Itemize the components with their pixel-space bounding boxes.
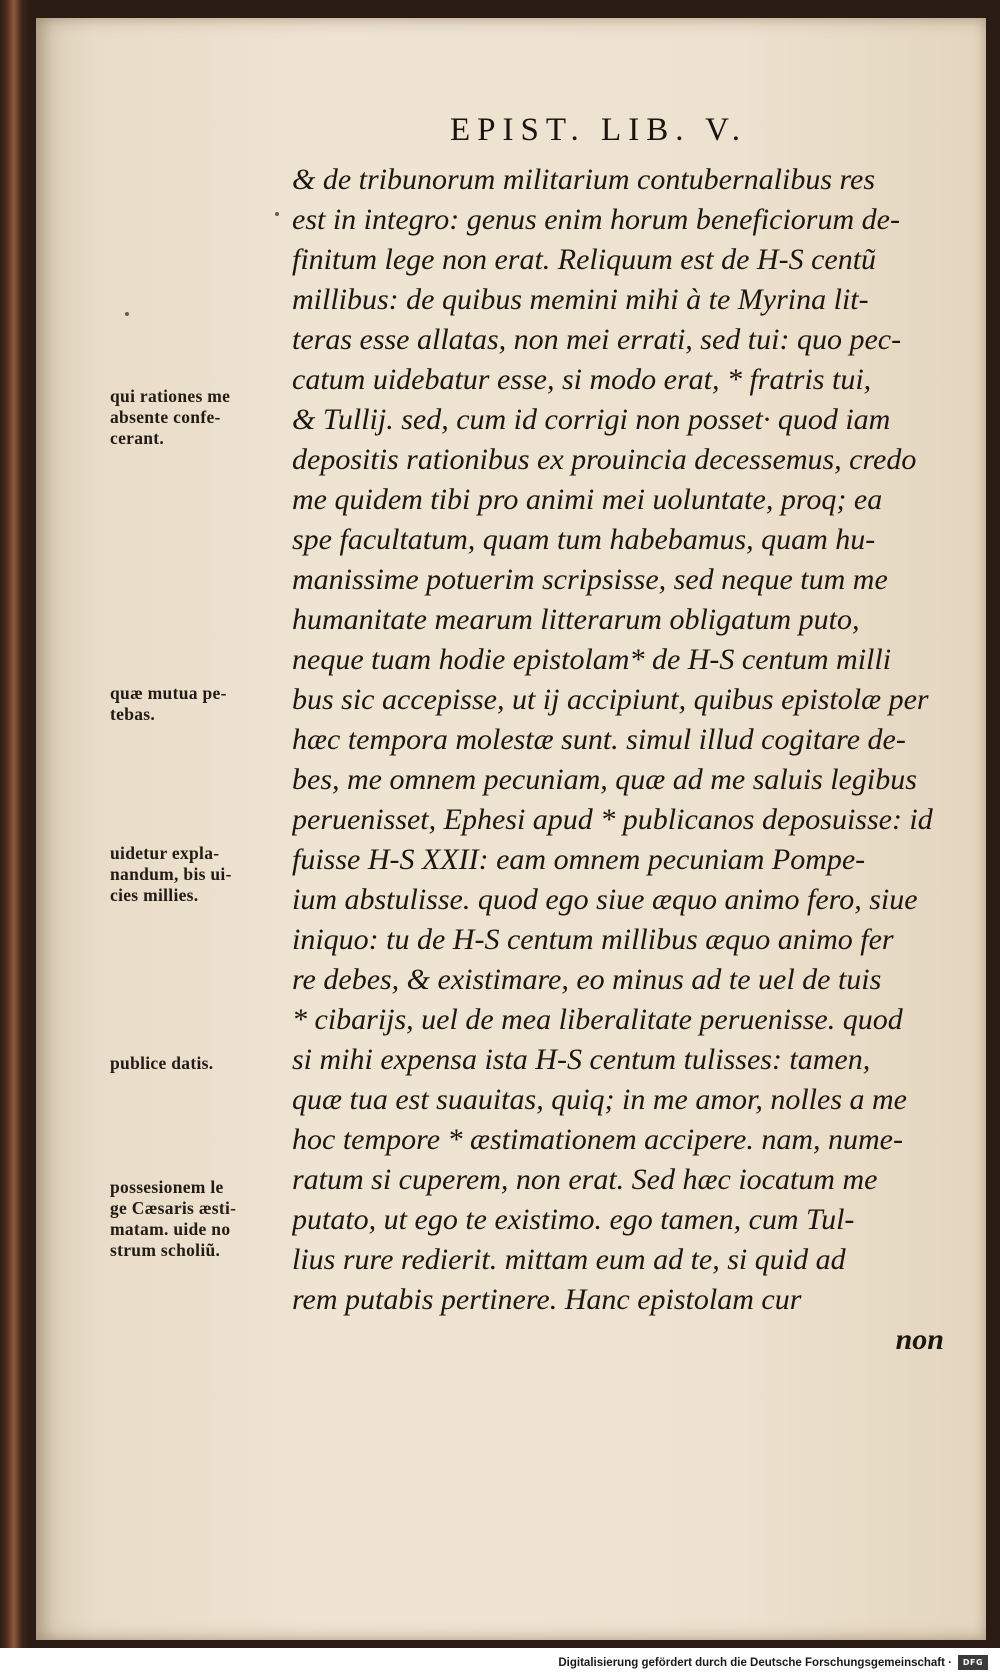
marginal-note-line: quæ mutua pe- bbox=[110, 683, 227, 703]
text-line: & de tribunorum militarium contubernalibus res bbox=[292, 163, 876, 196]
marginal-note bbox=[110, 683, 290, 725]
text-line: hoc tempore * æstimationem accipere. nam, nume- bbox=[292, 1123, 903, 1156]
text-line: & Tullij. sed, cum id corrigi non posset· quod iam bbox=[292, 403, 891, 436]
ink-speck bbox=[125, 312, 129, 316]
catchword: non bbox=[895, 1323, 944, 1356]
marginal-note-line: strum scholiũ. bbox=[110, 1240, 221, 1260]
marginal-note-line: cerant. bbox=[110, 428, 165, 448]
text-line: teras esse allatas, non mei errati, sed tui: quo pec- bbox=[292, 323, 902, 356]
text-line: hæc tempora molestæ sunt. simul illud cogitare de- bbox=[292, 723, 906, 756]
text-line: est in integro: genus enim horum beneficiorum de- bbox=[292, 203, 900, 236]
text-line: ium abstulisse. quod ego siue æquo animo fero, siue bbox=[292, 883, 918, 916]
text-line: iniquo: tu de H-S centum millibus æquo animo fer bbox=[292, 923, 894, 956]
marginal-note-line: uidetur expla- bbox=[110, 843, 220, 863]
digitization-credit: Digitalisierung gefördert durch die Deutsche Forschungsgemeinschaft · bbox=[558, 1657, 952, 1669]
text-line: putato, ut ego te existimo. ego tamen, cum Tul- bbox=[292, 1203, 855, 1236]
marginal-note-line: cies millies. bbox=[110, 885, 199, 905]
text-line: spe facultatum, quam tum habebamus, quam hu- bbox=[292, 523, 876, 556]
text-line: neque tuam hodie epistolam* de H-S centum milli bbox=[292, 643, 892, 676]
marginal-note bbox=[110, 386, 290, 449]
marginal-note-line: matam. uide no bbox=[110, 1219, 231, 1239]
running-head: EPIST. LIB. V. bbox=[450, 112, 747, 148]
marginal-note bbox=[110, 1177, 290, 1261]
marginal-note-line: qui rationes me bbox=[110, 386, 231, 406]
marginal-note-line: nandum, bis ui- bbox=[110, 864, 232, 884]
marginal-note bbox=[110, 1053, 290, 1074]
marginal-note-line: ge Cæsaris æsti- bbox=[110, 1198, 237, 1218]
text-line: catum uidebatur esse, si modo erat, * fratris tui, bbox=[292, 363, 872, 396]
text-line: quæ tua est suauitas, quiq; in me amor, nolles a me bbox=[292, 1083, 907, 1116]
text-line: fuisse H-S XXII: eam omnem pecuniam Pompe- bbox=[292, 843, 866, 876]
text-line: finitum lege non erat. Reliquum est de H-S centũ bbox=[292, 243, 877, 276]
marginal-note bbox=[110, 843, 290, 906]
marginal-note-line: tebas. bbox=[110, 704, 156, 724]
text-line: peruenisset, Ephesi apud * publicanos deposuisse: id bbox=[292, 803, 933, 836]
text-line: ratum si cuperem, non erat. Sed hæc iocatum me bbox=[292, 1163, 878, 1196]
text-line: bes, me omnem pecuniam, quæ ad me saluis legibus bbox=[292, 763, 917, 796]
main-text bbox=[292, 160, 952, 1360]
text-line: manissime potuerim scripsisse, sed neque tum me bbox=[292, 563, 888, 596]
marginal-note-line: absente confe- bbox=[110, 407, 221, 427]
text-line: bus sic accepisse, ut ij accipiunt, quibus epistolæ per bbox=[292, 683, 929, 716]
marginal-note-line: publice datis. bbox=[110, 1053, 214, 1073]
text-line: si mihi expensa ista H-S centum tulisses: tamen, bbox=[292, 1043, 871, 1076]
text-line: millibus: de quibus memini mihi à te Myrina lit- bbox=[292, 283, 869, 316]
text-line: depositis rationibus ex prouincia decessemus, credo bbox=[292, 443, 917, 476]
text-line: rem putabis pertinere. Hanc epistolam cur bbox=[292, 1283, 802, 1316]
text-line: me quidem tibi pro animi mei uoluntate, proq; ea bbox=[292, 483, 883, 516]
text-line: * cibarijs, uel de mea liberalitate peruenisse. quod bbox=[292, 1003, 903, 1036]
text-line: lius rure redierit. mittam eum ad te, si quid ad bbox=[292, 1243, 846, 1276]
marginal-note-line: possesionem le bbox=[110, 1177, 224, 1197]
ink-speck bbox=[275, 212, 279, 216]
text-line: humanitate mearum litterarum obligatum puto, bbox=[292, 603, 860, 636]
text-line: re debes, & existimare, eo minus ad te uel de tuis bbox=[292, 963, 882, 996]
dfg-logo-icon: DFG bbox=[958, 1655, 988, 1670]
